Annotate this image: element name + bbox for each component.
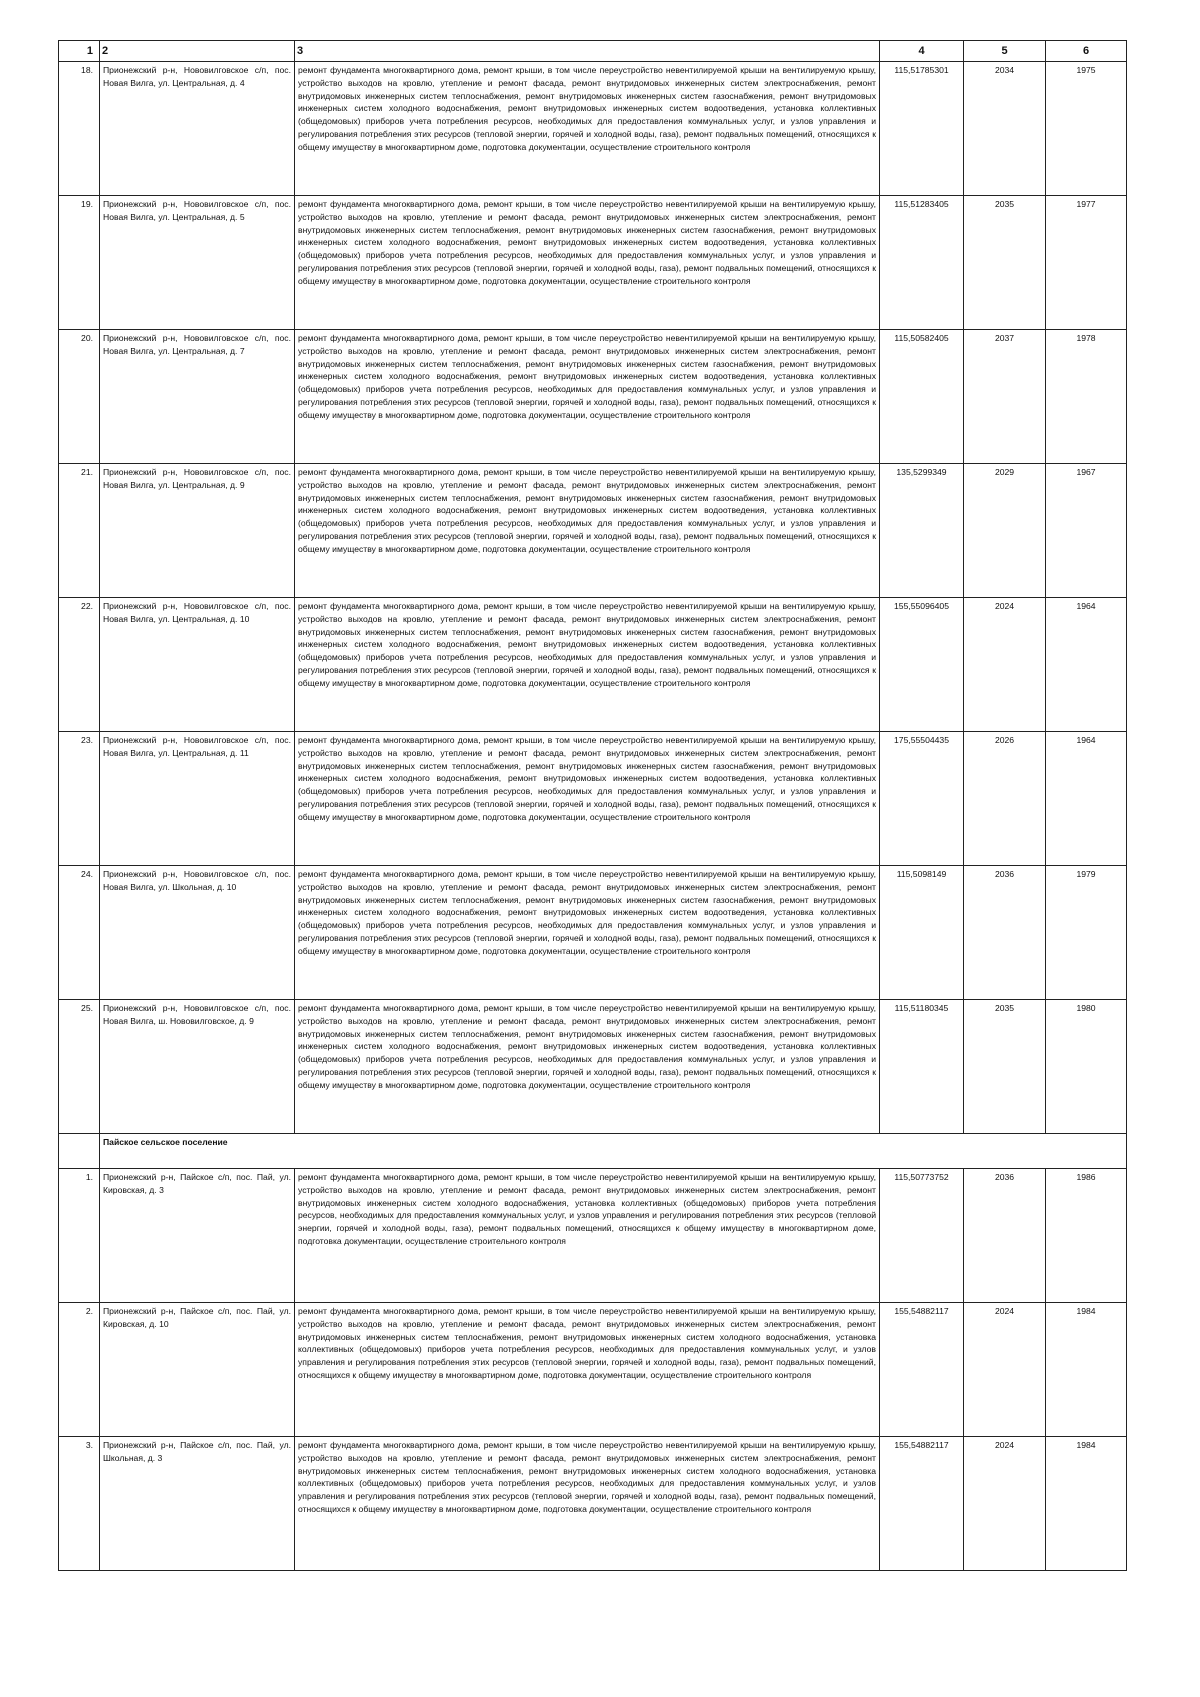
cost-cell: 115,5098149: [880, 866, 964, 1000]
column-header: 1: [59, 41, 100, 62]
table-row: [59, 330, 1127, 464]
row-number: 2.: [59, 1303, 100, 1437]
address-cell: Прионежский р-н, Нововилговское с/п, пос. Новая Вилга, ш. Нововилговское, д. 9: [100, 1000, 295, 1134]
works-cell: ремонт фундамента многоквартирного дома, ремонт крыши, в том числе переустройство невентилируемой крыши на вентилируемую крышу, устройство выходов на кровлю, утепление и ремонт фасада, ремонт внутридомовых инженерных систем электроснабжения, ремонт внутридомовых инженерных систем теплоснабжения, ремонт внутридомовых инженерных систем газоснабжения, ремонт внутридомовых инженерных систем холодного водоснабжения, ремонт внутридомовых инженерных систем водоотведения, установка коллективных (общедомовых) приборов учета потребления ресурсов, необходимых для предоставления коммунальных услуг, и узлов управления и регулирования потребления этих ресурсов (тепловой энергии, горячей и холодной воды, газа), ремонт подвальных помещений, относящихся к общему имуществу в многоквартирном доме, подготовка документации, осуществление строительного контроля: [295, 866, 880, 1000]
cost-cell: 155,55096405: [880, 598, 964, 732]
cost-cell: 155,54882117: [880, 1303, 964, 1437]
planned-year-cell: 2034: [964, 62, 1046, 196]
address-cell: Прионежский р-н, Нововилговское с/п, пос. Новая Вилга, ул. Центральная, д. 4: [100, 62, 295, 196]
row-number: 3.: [59, 1437, 100, 1571]
column-header: 5: [964, 41, 1046, 62]
built-year-cell: 1975: [1046, 62, 1127, 196]
built-year-cell: 1967: [1046, 464, 1127, 598]
built-year-cell: 1964: [1046, 598, 1127, 732]
table-row: [59, 62, 1127, 196]
planned-year-cell: 2024: [964, 598, 1046, 732]
row-number: 25.: [59, 1000, 100, 1134]
address-cell: Прионежский р-н, Нововилговское с/п, пос. Новая Вилга, ул. Центральная, д. 9: [100, 464, 295, 598]
cost-cell: 115,51283405: [880, 196, 964, 330]
row-number: 24.: [59, 866, 100, 1000]
address-cell: Прионежский р-н, Пайское с/п, пос. Пай, ул. Школьная, д. 3: [100, 1437, 295, 1571]
column-header: 6: [1046, 41, 1127, 62]
planned-year-cell: 2036: [964, 866, 1046, 1000]
works-cell: ремонт фундамента многоквартирного дома, ремонт крыши, в том числе переустройство невентилируемой крыши на вентилируемую крышу, устройство выходов на кровлю, утепление и ремонт фасада, ремонт внутридомовых инженерных систем электроснабжения, ремонт внутридомовых инженерных систем холодного водоснабжения, установка коллективных (общедомовых) приборов учета потребления ресурсов, необходимых для предоставления коммунальных услуг, и узлов управления и регулирования потребления этих ресурсов (тепловой энергии, горячей и холодной воды, газа), ремонт подвальных помещений, относящихся к общему имуществу в многоквартирном доме, подготовка документации, осуществление строительного контроля: [295, 1169, 880, 1303]
section-number-cell: [59, 1134, 100, 1169]
table-row: [59, 196, 1127, 330]
planned-year-cell: 2024: [964, 1437, 1046, 1571]
table-row: [59, 866, 1127, 1000]
cost-cell: 155,54882117: [880, 1437, 964, 1571]
cost-cell: 135,5299349: [880, 464, 964, 598]
planned-year-cell: 2037: [964, 330, 1046, 464]
works-cell: ремонт фундамента многоквартирного дома, ремонт крыши, в том числе переустройство невентилируемой крыши на вентилируемую крышу, устройство выходов на кровлю, утепление и ремонт фасада, ремонт внутридомовых инженерных систем электроснабжения, ремонт внутридомовых инженерных систем теплоснабжения, ремонт внутридомовых инженерных систем газоснабжения, ремонт внутридомовых инженерных систем холодного водоснабжения, ремонт внутридомовых инженерных систем водоотведения, установка коллективных (общедомовых) приборов учета потребления ресурсов, необходимых для предоставления коммунальных услуг, и узлов управления и регулирования потребления этих ресурсов (тепловой энергии, горячей и холодной воды, газа), ремонт подвальных помещений, относящихся к общему имуществу в многоквартирном доме, подготовка документации, осуществление строительного контроля: [295, 62, 880, 196]
table-row: [59, 1437, 1127, 1571]
address-cell: Прионежский р-н, Нововилговское с/п, пос. Новая Вилга, ул. Центральная, д. 5: [100, 196, 295, 330]
table-row: [59, 1169, 1127, 1303]
row-number: 22.: [59, 598, 100, 732]
address-cell: Прионежский р-н, Пайское с/п, пос. Пай, ул. Кировская, д. 10: [100, 1303, 295, 1437]
cost-cell: 115,51180345: [880, 1000, 964, 1134]
repair-schedule-table: [58, 40, 1127, 1571]
works-cell: ремонт фундамента многоквартирного дома, ремонт крыши, в том числе переустройство невентилируемой крыши на вентилируемую крышу, устройство выходов на кровлю, утепление и ремонт фасада, ремонт внутридомовых инженерных систем электроснабжения, ремонт внутридомовых инженерных систем теплоснабжения, ремонт внутридомовых инженерных систем газоснабжения, ремонт внутридомовых инженерных систем холодного водоснабжения, ремонт внутридомовых инженерных систем водоотведения, установка коллективных (общедомовых) приборов учета потребления ресурсов, необходимых для предоставления коммунальных услуг, и узлов управления и регулирования потребления этих ресурсов (тепловой энергии, горячей и холодной воды, газа), ремонт подвальных помещений, относящихся к общему имуществу в многоквартирном доме, подготовка документации, осуществление строительного контроля: [295, 330, 880, 464]
built-year-cell: 1986: [1046, 1169, 1127, 1303]
header-row: [59, 41, 1127, 62]
cost-cell: 115,51785301: [880, 62, 964, 196]
address-cell: Прионежский р-н, Нововилговское с/п, пос. Новая Вилга, ул. Центральная, д. 11: [100, 732, 295, 866]
table-row: [59, 1000, 1127, 1134]
built-year-cell: 1977: [1046, 196, 1127, 330]
cost-cell: 115,50582405: [880, 330, 964, 464]
works-cell: ремонт фундамента многоквартирного дома, ремонт крыши, в том числе переустройство невентилируемой крыши на вентилируемую крышу, устройство выходов на кровлю, утепление и ремонт фасада, ремонт внутридомовых инженерных систем электроснабжения, ремонт внутридомовых инженерных систем теплоснабжения, ремонт внутридомовых инженерных систем холодного водоснабжения, установка коллективных (общедомовых) приборов учета потребления ресурсов, необходимых для предоставления коммунальных услуг, и узлов управления и регулирования потребления этих ресурсов (тепловой энергии, горячей и холодной воды, газа), ремонт подвальных помещений, относящихся к общему имуществу в многоквартирном доме, подготовка документации, осуществление строительного контроля: [295, 1303, 880, 1437]
address-cell: Прионежский р-н, Нововилговское с/п, пос. Новая Вилга, ул. Центральная, д. 10: [100, 598, 295, 732]
cost-cell: 115,50773752: [880, 1169, 964, 1303]
section-row: [59, 1134, 1127, 1169]
row-number: 20.: [59, 330, 100, 464]
row-number: 1.: [59, 1169, 100, 1303]
built-year-cell: 1980: [1046, 1000, 1127, 1134]
works-cell: ремонт фундамента многоквартирного дома, ремонт крыши, в том числе переустройство невентилируемой крыши на вентилируемую крышу, устройство выходов на кровлю, утепление и ремонт фасада, ремонт внутридомовых инженерных систем электроснабжения, ремонт внутридомовых инженерных систем теплоснабжения, ремонт внутридомовых инженерных систем газоснабжения, ремонт внутридомовых инженерных систем холодного водоснабжения, ремонт внутридомовых инженерных систем водоотведения, установка коллективных (общедомовых) приборов учета потребления ресурсов, необходимых для предоставления коммунальных услуг, и узлов управления и регулирования потребления этих ресурсов (тепловой энергии, горячей и холодной воды, газа), ремонт подвальных помещений, относящихся к общему имуществу в многоквартирном доме, подготовка документации, осуществление строительного контроля: [295, 598, 880, 732]
planned-year-cell: 2026: [964, 732, 1046, 866]
column-header: 4: [880, 41, 964, 62]
built-year-cell: 1984: [1046, 1303, 1127, 1437]
works-cell: ремонт фундамента многоквартирного дома, ремонт крыши, в том числе переустройство невентилируемой крыши на вентилируемую крышу, устройство выходов на кровлю, утепление и ремонт фасада, ремонт внутридомовых инженерных систем электроснабжения, ремонт внутридомовых инженерных систем теплоснабжения, ремонт внутридомовых инженерных систем газоснабжения, ремонт внутридомовых инженерных систем холодного водоснабжения, ремонт внутридомовых инженерных систем водоотведения, установка коллективных (общедомовых) приборов учета потребления ресурсов, необходимых для предоставления коммунальных услуг, и узлов управления и регулирования потребления этих ресурсов (тепловой энергии, горячей и холодной воды, газа), ремонт подвальных помещений, относящихся к общему имуществу в многоквартирном доме, подготовка документации, осуществление строительного контроля: [295, 732, 880, 866]
address-cell: Прионежский р-н, Нововилговское с/п, пос. Новая Вилга, ул. Центральная, д. 7: [100, 330, 295, 464]
table-row: [59, 732, 1127, 866]
table-body: [59, 62, 1127, 1571]
planned-year-cell: 2029: [964, 464, 1046, 598]
works-cell: ремонт фундамента многоквартирного дома, ремонт крыши, в том числе переустройство невентилируемой крыши на вентилируемую крышу, устройство выходов на кровлю, утепление и ремонт фасада, ремонт внутридомовых инженерных систем электроснабжения, ремонт внутридомовых инженерных систем теплоснабжения, ремонт внутридомовых инженерных систем газоснабжения, ремонт внутридомовых инженерных систем холодного водоснабжения, ремонт внутридомовых инженерных систем водоотведения, установка коллективных (общедомовых) приборов учета потребления ресурсов, необходимых для предоставления коммунальных услуг, и узлов управления и регулирования потребления этих ресурсов (тепловой энергии, горячей и холодной воды, газа), ремонт подвальных помещений, относящихся к общему имуществу в многоквартирном доме, подготовка документации, осуществление строительного контроля: [295, 1000, 880, 1134]
built-year-cell: 1964: [1046, 732, 1127, 866]
built-year-cell: 1984: [1046, 1437, 1127, 1571]
cost-cell: 175,55504435: [880, 732, 964, 866]
table-row: [59, 464, 1127, 598]
built-year-cell: 1978: [1046, 330, 1127, 464]
column-header: 2: [100, 41, 295, 62]
address-cell: Прионежский р-н, Нововилговское с/п, пос. Новая Вилга, ул. Школьная, д. 10: [100, 866, 295, 1000]
row-number: 21.: [59, 464, 100, 598]
row-number: 18.: [59, 62, 100, 196]
works-cell: ремонт фундамента многоквартирного дома, ремонт крыши, в том числе переустройство невентилируемой крыши на вентилируемую крышу, устройство выходов на кровлю, утепление и ремонт фасада, ремонт внутридомовых инженерных систем электроснабжения, ремонт внутридомовых инженерных систем теплоснабжения, ремонт внутридомовых инженерных систем холодного водоснабжения, установка коллективных (общедомовых) приборов учета потребления ресурсов, необходимых для предоставления коммунальных услуг, и узлов управления и регулирования потребления этих ресурсов (тепловой энергии, горячей и холодной воды, газа), ремонт подвальных помещений, относящихся к общему имуществу в многоквартирном доме, подготовка документации, осуществление строительного контроля: [295, 1437, 880, 1571]
planned-year-cell: 2035: [964, 1000, 1046, 1134]
planned-year-cell: 2035: [964, 196, 1046, 330]
section-title: Пайское сельское поселение: [100, 1134, 1127, 1169]
row-number: 19.: [59, 196, 100, 330]
column-header: 3: [295, 41, 880, 62]
table-row: [59, 1303, 1127, 1437]
works-cell: ремонт фундамента многоквартирного дома, ремонт крыши, в том числе переустройство невентилируемой крыши на вентилируемую крышу, устройство выходов на кровлю, утепление и ремонт фасада, ремонт внутридомовых инженерных систем электроснабжения, ремонт внутридомовых инженерных систем теплоснабжения, ремонт внутридомовых инженерных систем газоснабжения, ремонт внутридомовых инженерных систем холодного водоснабжения, ремонт внутридомовых инженерных систем водоотведения, установка коллективных (общедомовых) приборов учета потребления ресурсов, необходимых для предоставления коммунальных услуг, и узлов управления и регулирования потребления этих ресурсов (тепловой энергии, горячей и холодной воды, газа), ремонт подвальных помещений, относящихся к общему имуществу в многоквартирном доме, подготовка документации, осуществление строительного контроля: [295, 464, 880, 598]
built-year-cell: 1979: [1046, 866, 1127, 1000]
planned-year-cell: 2036: [964, 1169, 1046, 1303]
row-number: 23.: [59, 732, 100, 866]
table-row: [59, 598, 1127, 732]
address-cell: Прионежский р-н, Пайское с/п, пос. Пай, ул. Кировская, д. 3: [100, 1169, 295, 1303]
planned-year-cell: 2024: [964, 1303, 1046, 1437]
works-cell: ремонт фундамента многоквартирного дома, ремонт крыши, в том числе переустройство невентилируемой крыши на вентилируемую крышу, устройство выходов на кровлю, утепление и ремонт фасада, ремонт внутридомовых инженерных систем электроснабжения, ремонт внутридомовых инженерных систем теплоснабжения, ремонт внутридомовых инженерных систем газоснабжения, ремонт внутридомовых инженерных систем холодного водоснабжения, ремонт внутридомовых инженерных систем водоотведения, установка коллективных (общедомовых) приборов учета потребления ресурсов, необходимых для предоставления коммунальных услуг, и узлов управления и регулирования потребления этих ресурсов (тепловой энергии, горячей и холодной воды, газа), ремонт подвальных помещений, относящихся к общему имуществу в многоквартирном доме, подготовка документации, осуществление строительного контроля: [295, 196, 880, 330]
